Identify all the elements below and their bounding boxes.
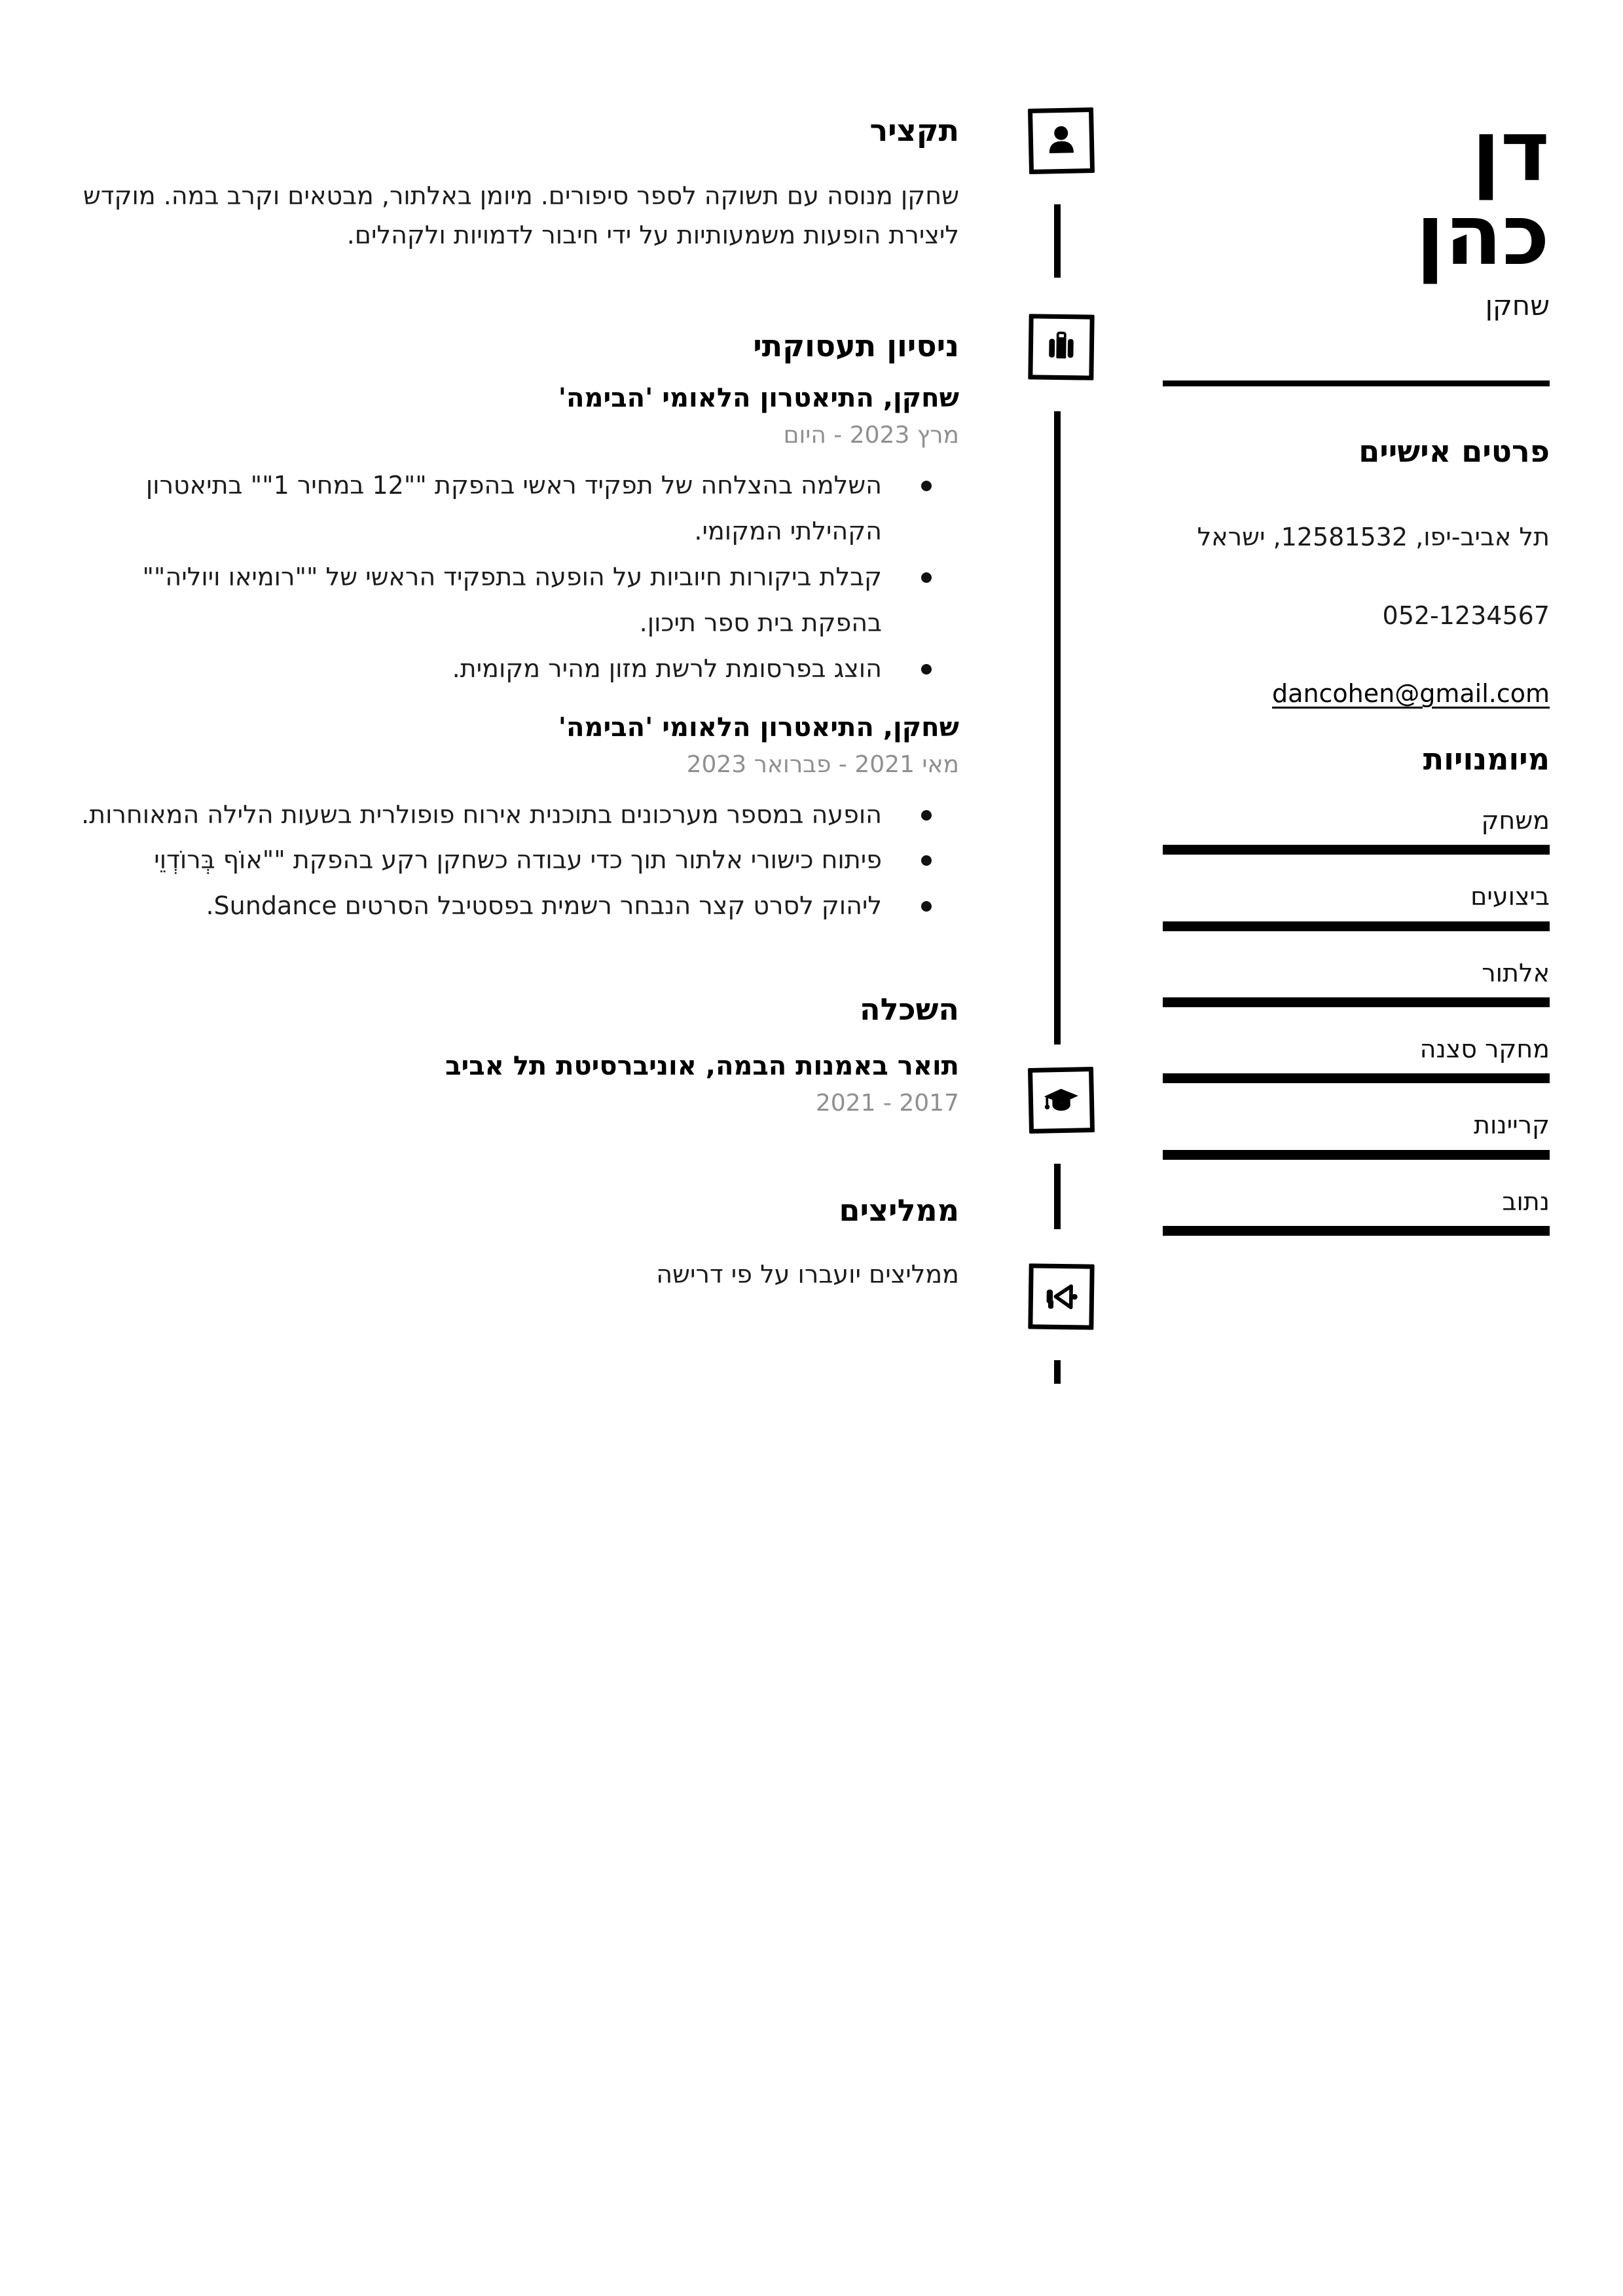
job-bullet-list xyxy=(73,463,959,692)
skill-label: אלתור xyxy=(1482,958,1550,988)
references-section-title: ממליצים xyxy=(839,1193,959,1229)
education-dates: 2017 - 2021 xyxy=(815,1090,959,1117)
contact-phone: 052-1234567 xyxy=(1382,601,1550,630)
bullet-item: הופעה במספר מערכונים בתוכנית אירוח פופולרית בשעות הלילה המאוחרות. xyxy=(73,792,959,838)
summary-section xyxy=(73,113,959,255)
summary-section-title: תקציר xyxy=(869,113,959,148)
contact-section-title: פרטים אישיים xyxy=(1359,434,1550,469)
experience-section-title: ניסיון תעסוקתי xyxy=(753,328,959,364)
person-job-title: שחקן xyxy=(1485,289,1550,322)
skill-level-bar xyxy=(1163,1226,1550,1236)
education-degree: תואר באמנות הבמה, אוניברסיטת תל אביב xyxy=(445,1051,959,1082)
person-name xyxy=(1163,103,1550,284)
graduation-cap-icon xyxy=(1040,1079,1082,1120)
skill-row xyxy=(1163,957,1550,1007)
references-section xyxy=(73,1193,959,1294)
skill-level-bar xyxy=(1163,1073,1550,1083)
job-dates: מרץ 2023 - היום xyxy=(783,422,959,449)
skill-label: ביצועים xyxy=(1470,882,1550,912)
contact-block xyxy=(1163,522,1550,710)
skill-label: נתוב xyxy=(1502,1187,1550,1216)
job-entry xyxy=(73,382,959,692)
sidebar xyxy=(1163,0,1550,2296)
references-icon-box xyxy=(1028,1263,1094,1329)
bullet-item: השלמה בהצלחה של תפקיד ראשי בהפקת ""12 במחיר 1"" בתיאטרון הקהילתי המקומי. xyxy=(73,463,959,555)
summary-text: שחקן מנוסה עם תשוקה לספר סיפורים. מיומן באלתור, מבטאים וקרב במה. מוקדש ליצירת הופעות משמעותיות על ידי חיבור לדמויות ולקהלים. xyxy=(82,181,959,250)
job-dates: מאי 2021 - פברואר 2023 xyxy=(686,750,959,778)
skill-row xyxy=(1163,1033,1550,1083)
header-divider xyxy=(1163,380,1550,386)
skill-level-bar xyxy=(1163,1150,1550,1160)
megaphone-icon xyxy=(1040,1276,1082,1318)
first-name: דן xyxy=(1471,103,1550,200)
bullet-item: קבלת ביקורות חיוביות על הופעה בתפקיד הראשי של ""רומיאו ויוליה"" בהפקת בית ספר תיכון. xyxy=(73,555,959,646)
bullet-item: ליהוק לסרט קצר הנבחר רשמית בפסטיבל הסרטים Sundance. xyxy=(73,883,959,929)
job-title: שחקן, התיאטרון הלאומי 'הבימה' xyxy=(558,383,959,414)
job-bullet-list xyxy=(73,792,959,930)
contact-address: תל אביב-יפו, 12581532, ישראל xyxy=(1197,523,1550,552)
experience-icon-box xyxy=(1028,314,1094,380)
summary-icon-box xyxy=(1027,107,1094,174)
skill-label: משחק xyxy=(1481,805,1550,835)
skill-level-bar xyxy=(1163,845,1550,855)
skill-row xyxy=(1163,1186,1550,1236)
education-section-title: השכלה xyxy=(860,991,959,1028)
skill-row xyxy=(1163,1109,1550,1159)
last-name: כהן xyxy=(1415,187,1550,284)
icon-rail xyxy=(959,0,1163,2296)
skill-label: מחקר סצנה xyxy=(1419,1035,1550,1064)
experience-section xyxy=(73,328,959,929)
education-section xyxy=(73,991,959,1119)
bullet-item: הוצג בפרסומת לרשת מזון מהיר מקומית. xyxy=(73,646,959,692)
rail-connector xyxy=(1054,1164,1061,1229)
rail-connector xyxy=(1054,1360,1061,1384)
bullet-item: פיתוח כישורי אלתור תוך כדי עבודה כשחקן רקע בהפקת ""אוֹף בְּרוֹדְוֵי xyxy=(73,838,959,883)
job-entry xyxy=(73,712,959,930)
briefcase-icon xyxy=(1040,327,1082,368)
main-column xyxy=(73,0,959,2296)
skills-list xyxy=(1163,805,1550,1236)
person-icon xyxy=(1040,120,1082,161)
skill-level-bar xyxy=(1163,921,1550,931)
education-icon-box xyxy=(1027,1067,1094,1134)
references-text: ממליצים יועברו על פי דרישה xyxy=(656,1260,959,1289)
job-title: שחקן, התיאטרון הלאומי 'הבימה' xyxy=(558,712,959,743)
contact-email-link[interactable]: dancohen@gmail.com xyxy=(1272,679,1550,709)
skill-label: קריינות xyxy=(1474,1111,1550,1140)
skills-section-title: מיומנויות xyxy=(1423,741,1550,777)
rail-connector xyxy=(1054,411,1061,1045)
skill-level-bar xyxy=(1163,997,1550,1007)
skill-row xyxy=(1163,805,1550,855)
rail-connector xyxy=(1054,204,1061,278)
skill-row xyxy=(1163,881,1550,931)
